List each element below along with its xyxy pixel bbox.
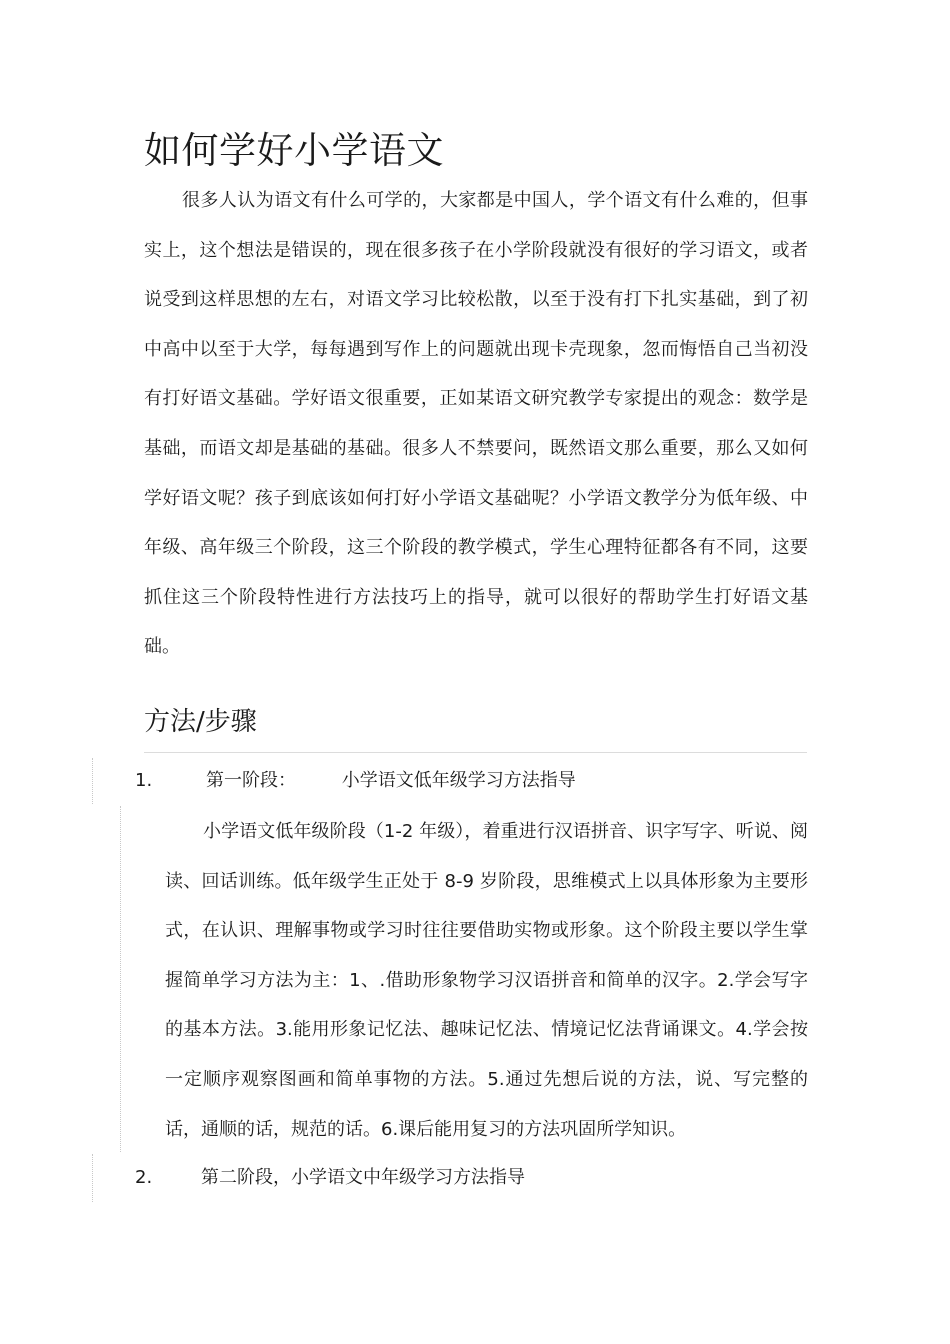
step-2-title: 第二阶段，小学语文中年级学习方法指导 (201, 1167, 525, 1188)
section-divider (144, 752, 807, 753)
step-1-body: 小学语文低年级阶段（1-2 年级），着重进行汉语拼音、识字写字、听说、阅读、回话训练。低年级学生正处于 8-9 岁阶段，思维模式上以具体形象为主要形式，在认识、理解事物或学习时往往要借助实物或形象。这个阶段主要以学生掌握简单学习方法为主：1、.借助形象物学习汉语拼音和简单的汉字。2.学会写字的基本方法。3.能用形象记忆法、趣味记忆法、情境记忆法背诵课文。4.学会按一定顺序观察图画和简单事物的方法。5.通过先想后说的方法，说、写完整的话，通顺的话，规范的话。6.课后能用复习的方法巩固所学知识。 (165, 821, 808, 1140)
step-1-body-line (120, 806, 121, 1152)
step-2-number: 2. (135, 1167, 153, 1188)
section-title: 方法/步骤 (144, 707, 257, 737)
article-title: 如何学好小学语文 (144, 129, 444, 172)
step-2-marker-line (92, 1154, 93, 1202)
step-1-number: 1. (135, 770, 153, 791)
step-1-marker-line (92, 758, 93, 804)
step-1-title: 第一阶段： 小学语文低年级学习方法指导 (206, 770, 576, 791)
intro-paragraph: 很多人认为语文有什么可学的，大家都是中国人，学个语文有什么难的，但事实上，这个想法是错误的，现在很多孩子在小学阶段就没有很好的学习语文，或者说受到这样思想的左右，对语文学习比较松散，以至于没有打下扎实基础，到了初中高中以至于大学，每每遇到写作上的问题就出现卡壳现象，忽而悔悟自己当初没有打好语文基础。学好语文很重要，正如某语文研究教学专家提出的观念：数学是基础，而语文却是基础的基础。很多人不禁要问，既然语文那么重要，那么又如何学好语文呢？孩子到底该如何打好小学语文基础呢？小学语文教学分为低年级、中年级、高年级三个阶段，这三个阶段的教学模式，学生心理特征都各有不同，这要抓住这三个阶段特性进行方法技巧上的指导，就可以很好的帮助学生打好语文基础。 (144, 190, 808, 658)
